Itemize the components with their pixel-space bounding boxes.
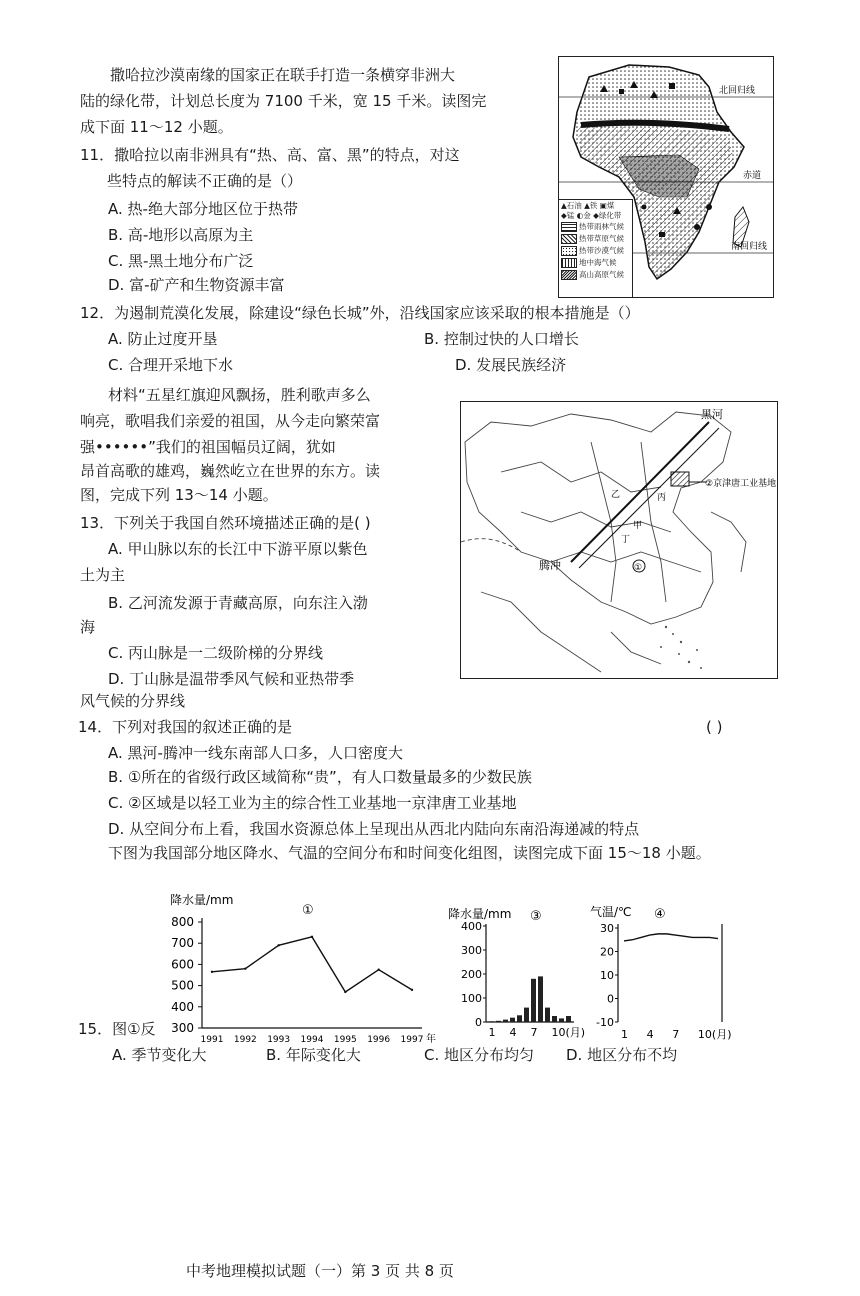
- chart3-bar: [531, 979, 536, 1022]
- chart1-series-line: [212, 937, 412, 992]
- q15-18-intro: 下图为我国部分地区降水、气温的空间分布和时间变化组图，读图完成下面 15～18 小题。: [108, 844, 711, 862]
- africa-climate-map: [558, 56, 774, 298]
- chart4-xtick-label: 4: [646, 1028, 654, 1041]
- chart1-ytick-label: 400: [171, 999, 194, 1014]
- chart4-xtick-label: 10(月): [697, 1028, 732, 1041]
- jingjintang-area: [671, 472, 689, 486]
- q12-option-b[interactable]: B. 控制过快的人口增长: [424, 330, 579, 348]
- chart1-ytick-label: 700: [171, 936, 194, 951]
- q15-option-a[interactable]: A. 季节变化大: [112, 1046, 207, 1064]
- q13-stem: 13．下列关于我国自然环境描述正确的是( ): [80, 514, 371, 532]
- legend-highland: [561, 270, 630, 280]
- chart1-point: [311, 936, 313, 938]
- chart4-xtick-label: 7: [672, 1028, 680, 1041]
- chart1-ytick-label: 300: [171, 1021, 194, 1035]
- chart4-xtick-label: 1: [621, 1028, 628, 1041]
- legend-savanna: [561, 234, 630, 244]
- chart4-ylabel: 气温/℃: [590, 905, 632, 919]
- chart3-ylabel: 降水量/mm: [448, 907, 512, 921]
- chart3-bar: [496, 1021, 501, 1022]
- chart1-point: [277, 944, 279, 946]
- chart1-ytick-label: 600: [171, 957, 194, 972]
- chart3-bar: [489, 1021, 494, 1022]
- q11-option-c[interactable]: C. 黑-黑土地分布广泛: [108, 252, 254, 270]
- q12-option-c[interactable]: C. 合理开采地下水: [108, 356, 234, 374]
- chart1-xtick-label: 1996: [367, 1035, 391, 1045]
- chart4-ytick-label: 0: [607, 992, 614, 1006]
- chart3-xtick-label: 10(月): [551, 1026, 586, 1039]
- chart1-xtick-label: 1995: [333, 1035, 357, 1045]
- chart3-ytick-label: 100: [461, 992, 482, 1005]
- q14-option-c[interactable]: C. ②区域是以轻工业为主的综合性工业基地一京津唐工业基地: [108, 794, 517, 812]
- tropic-north-label: 北回归线: [719, 86, 756, 96]
- q11-stem-line1: 11．撒哈拉以南非洲具有“热、高、富、黑”的特点，对这: [80, 146, 460, 164]
- q13-option-a-line1[interactable]: A. 甲山脉以东的长江中下游平原以紫色: [108, 540, 368, 558]
- q14-option-b[interactable]: B. ①所在的省级行政区域简称“贵”，有人口数量最多的少数民族: [108, 768, 532, 786]
- q13-option-d-line1[interactable]: D. 丁山脉是温带季风气候和亚热带季: [108, 670, 355, 688]
- legend-desert-label: 热带沙漠气候: [579, 246, 624, 255]
- south-sea-islands: [660, 626, 702, 669]
- chart1-marker: ①: [302, 903, 314, 918]
- chart-monthly-temp: [588, 898, 740, 1044]
- intro1-line2: 陆的绿化带，计划总长度为 7100 千米，宽 15 千米。读图完: [80, 92, 487, 110]
- chart1-point: [377, 969, 379, 971]
- chart3-marker: ③: [530, 909, 542, 924]
- equator-label: 赤道: [743, 171, 762, 181]
- q12-stem: 12．为遏制荒漠化发展，除建设“绿色长城”外，沿线国家应该采取的根本措施是（）: [80, 304, 640, 322]
- legend-rainforest: [561, 222, 630, 232]
- intro2-line4: 昂首高歌的雄鸡，巍然屹立在世界的东方。读: [80, 462, 381, 480]
- chart1-xtick-label: 1992: [233, 1035, 257, 1045]
- chart1-point: [411, 989, 413, 991]
- chart1-point: [344, 991, 346, 993]
- yi-label: 乙: [611, 490, 621, 500]
- chart1-ylabel: 降水量/mm: [170, 893, 234, 907]
- chart4-series-line: [624, 934, 718, 941]
- chart3-bar: [510, 1018, 515, 1022]
- chart-annual-precip: [150, 892, 440, 1045]
- q12-option-d[interactable]: D. 发展民族经济: [455, 356, 567, 374]
- intro2-line5: 图，完成下列 13～14 小题。: [80, 486, 278, 504]
- ding-label: 丁: [621, 535, 631, 545]
- chart1-ytick-label: 500: [171, 978, 194, 993]
- chart3-ytick-label: 0: [475, 1016, 482, 1029]
- chart3-ytick-label: 300: [461, 944, 482, 957]
- chart3-bar: [566, 1016, 571, 1022]
- q14-option-a[interactable]: A. 黑河-腾冲一线东南部人口多，人口密度大: [108, 744, 403, 762]
- intro1-line1: 撒哈拉沙漠南缘的国家正在联手打造一条横穿非洲大: [110, 66, 456, 84]
- jingjintang-label: ②京津唐工业基地: [705, 479, 777, 489]
- jia-label: 甲: [633, 521, 643, 531]
- intro1-line3: 成下面 11～12 小题。: [80, 118, 233, 136]
- q13-option-b-line2: 海: [80, 618, 96, 636]
- legend-savanna-swatch: [561, 234, 577, 244]
- chart3-xtick-label: 7: [530, 1026, 538, 1039]
- tengchong-label: 腾冲: [539, 559, 561, 572]
- china-map: [460, 401, 778, 679]
- chart3-bar: [545, 1008, 550, 1022]
- madagascar-island: [733, 207, 749, 247]
- legend-highland-label: 高山高原气候: [579, 270, 624, 279]
- legend-symbols-row1: ▲石油 ▲铁 ▣煤: [561, 201, 615, 210]
- chart3-bar: [503, 1020, 508, 1022]
- chart1-xtick-label: 1991: [200, 1035, 224, 1045]
- chart3-ytick-label: 200: [461, 968, 482, 981]
- africa-map-legend: [559, 199, 633, 297]
- legend-highland-swatch: [561, 270, 577, 280]
- page-footer: 中考地理模拟试题（一）第 3 页 共 8 页: [186, 1262, 454, 1280]
- chart1-point: [211, 971, 213, 973]
- chart3-xtick-label: 1: [488, 1026, 496, 1039]
- chart4-ytick-label: 10: [600, 969, 614, 982]
- q14-stem: 14．下列对我国的叙述正确的是: [78, 718, 293, 736]
- chart3-bar: [517, 1015, 522, 1022]
- legend-rainforest-label: 热带雨林气候: [579, 222, 624, 231]
- q13-option-a-line2: 土为主: [80, 566, 126, 584]
- q11-option-b[interactable]: B. 高-地形以高原为主: [108, 226, 254, 244]
- chart1-point: [244, 967, 246, 969]
- chart3-bar: [524, 1008, 529, 1022]
- chart3-bar: [538, 976, 543, 1022]
- chart1-ytick-label: 800: [171, 915, 194, 929]
- q11-option-a[interactable]: A. 热-绝大部分地区位于热带: [108, 200, 298, 218]
- chart3-bar: [559, 1018, 564, 1022]
- chart4-ytick-label: 30: [600, 922, 614, 935]
- intro2-line2: 响亮，歌唱我们亲爱的祖国，从今走向繁荣富: [80, 412, 381, 430]
- china-map-borders: [461, 412, 746, 672]
- chart3-xtick-label: 4: [509, 1026, 517, 1039]
- tropic-south-label: 南回归线: [731, 242, 768, 252]
- q11-stem-line2: 些特点的解读不正确的是（）: [107, 172, 303, 190]
- q15-option-b[interactable]: B. 年际变化大: [266, 1046, 361, 1064]
- q12-option-a[interactable]: A. 防止过度开垦: [108, 330, 218, 348]
- q13-option-c[interactable]: C. 丙山脉是一二级阶梯的分界线: [108, 644, 324, 662]
- chart1-xtick-label: 1997: [400, 1035, 424, 1045]
- heihe-tengchong-line-2: [579, 428, 719, 568]
- legend-desert: [561, 246, 630, 256]
- intro2-line3: 强••••••”我们的祖国幅员辽阔，犹如: [80, 438, 336, 456]
- chart1-xtick-label: 1993: [267, 1035, 291, 1045]
- marker-one-label: ①: [634, 563, 643, 573]
- q15-option-d[interactable]: D. 地区分布不均: [566, 1046, 678, 1064]
- chart1-x-suffix: 年: [426, 1034, 436, 1045]
- legend-mediterranean-label: 地中海气候: [579, 258, 617, 267]
- legend-mediterranean-swatch: [561, 258, 577, 268]
- intro2-line1: 材料“五星红旗迎风飘扬，胜利歌声多么: [108, 386, 371, 404]
- chart3-bar: [552, 1016, 557, 1022]
- q15-stem: 15．图①反: [78, 1020, 156, 1038]
- q15-option-c[interactable]: C. 地区分布均匀: [424, 1046, 535, 1064]
- q13-option-d-line2: 风气候的分界线: [80, 692, 186, 710]
- legend-mediterranean: [561, 258, 630, 268]
- china-map-graphic: [461, 402, 777, 678]
- chart4-ytick-label: 20: [600, 945, 614, 959]
- chart4-marker: ④: [654, 907, 666, 922]
- q14-option-d[interactable]: D. 从空间分布上看，我国水资源总体上呈现出从西北内陆向东南沿海递减的特点: [108, 820, 640, 838]
- legend-symbols-row2: ◆锰 ◐金 ◆绿化带: [561, 211, 622, 220]
- legend-rainforest-swatch: [561, 222, 577, 232]
- chart1-xtick-label: 1994: [300, 1035, 324, 1045]
- chart3-ytick-label: 400: [461, 920, 482, 933]
- heihe-label: 黑河: [701, 408, 723, 421]
- bing-label: 丙: [657, 493, 667, 503]
- chart4-ytick-label: -10: [596, 1016, 614, 1029]
- chart-monthly-precip: [444, 904, 586, 1044]
- q13-option-b-line1[interactable]: B. 乙河流发源于青藏高原，向东注入渤: [108, 594, 368, 612]
- legend-savanna-label: 热带草原气候: [579, 234, 624, 243]
- legend-desert-swatch: [561, 246, 577, 256]
- q11-option-d[interactable]: D. 富-矿产和生物资源丰富: [108, 276, 285, 294]
- q14-answer-paren: ( ): [706, 718, 723, 736]
